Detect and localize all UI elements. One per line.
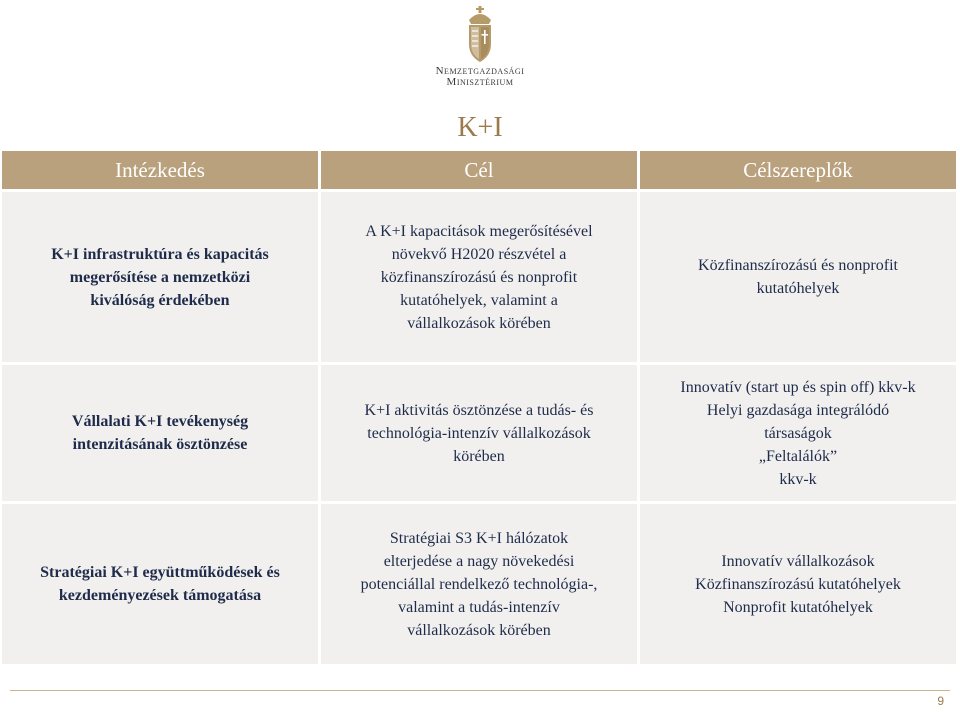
row3-celszereplok	[640, 504, 956, 664]
row2-cel-text: K+I aktivitás ösztönzése a tudás- és technológia-intenzív vállalkozások körében	[364, 401, 594, 465]
row2-cel	[321, 365, 637, 501]
header-intezkedes: Intézkedés	[2, 151, 318, 189]
header-celszereplok: Célszereplők	[640, 151, 956, 189]
row1-intezkedes-text: K+I infrastruktúra és kapacitás megerősítése a nemzetközi kiválóság érdekében	[51, 245, 269, 309]
ministry-name-line2: Minisztérium	[446, 76, 514, 88]
page-title: K+I	[457, 112, 503, 143]
row3-intezkedes-text: Stratégiai K+I együttműködések és kezdeményezések támogatása	[40, 564, 280, 604]
row1-celszereplok	[640, 192, 956, 362]
row2-intezkedes	[2, 365, 318, 501]
row3-celszereplok-text: Innovatív vállalkozások Közfinanszírozású kutatóhelyek Nonprofit kutatóhelyek	[695, 552, 901, 616]
coat-of-arms-icon	[463, 6, 497, 66]
row3-intezkedes	[2, 504, 318, 664]
page-number: 9	[937, 694, 944, 708]
row1-intezkedes	[2, 192, 318, 362]
row2-celszereplok	[640, 365, 956, 501]
footer-divider	[10, 690, 950, 691]
row3-cel	[321, 504, 637, 664]
ministry-name-line1: Nemzetgazdasági	[435, 65, 525, 77]
row1-cel	[321, 192, 637, 362]
row1-cel-text: A K+I kapacitások megerősítésével növekvő H2020 részvétel a közfinanszírozású és nonprofit kutatóhelyek, valamint a vállalkozások körében	[365, 222, 593, 332]
header-cel: Cél	[321, 151, 637, 189]
row2-celszereplok-text: Innovatív (start up és spin off) kkv-k Helyi gazdasága integrálódó társaságok „Feltalálók” kkv-k	[680, 378, 916, 488]
ministry-logo	[380, 6, 580, 96]
row3-cel-text: Stratégiai S3 K+I hálózatok elterjedése a nagy növekedési potenciállal rendelkező technológia-, valamint a tudás-intenzív vállalkozások körében	[360, 529, 598, 639]
row1-celszereplok-text: Közfinanszírozású és nonprofit kutatóhelyek	[698, 257, 898, 297]
measures-table	[2, 151, 956, 664]
row2-intezkedes-text: Vállalati K+I tevékenység intenzitásának ösztönzése	[71, 413, 249, 453]
